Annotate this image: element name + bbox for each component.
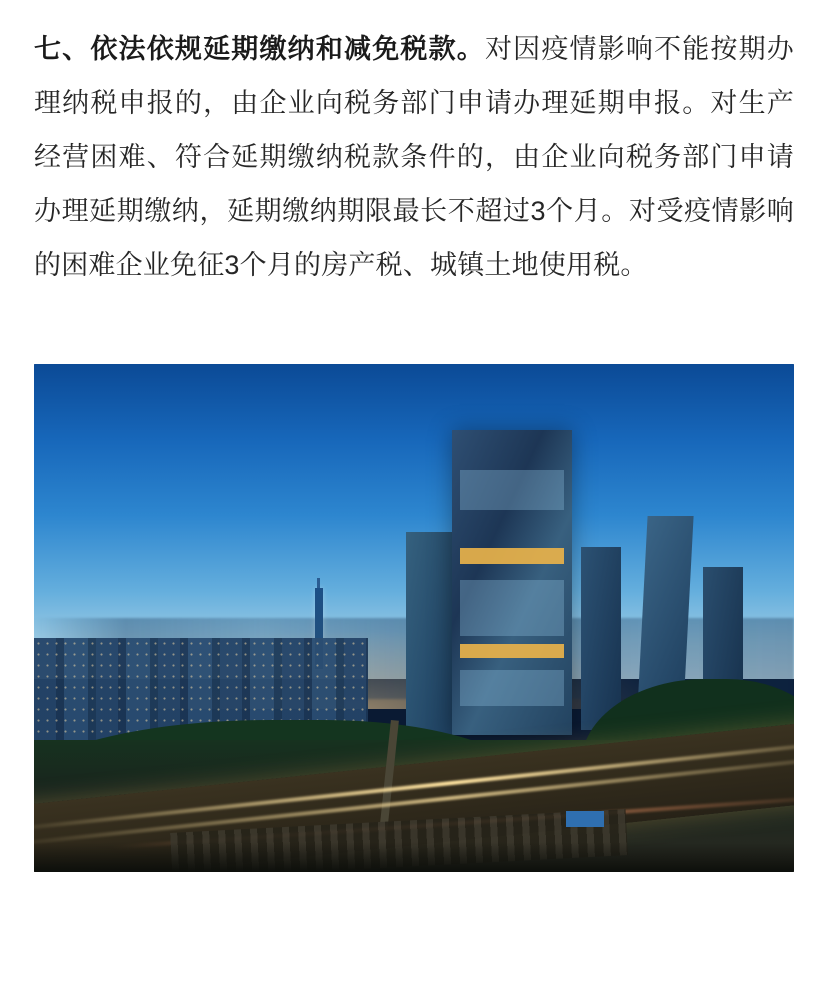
photo-tower-left (406, 532, 458, 735)
paragraph-lead: 七、依法依规延期缴纳和减免税款。 (34, 34, 485, 64)
photo-tower-right-1 (581, 547, 621, 730)
paragraph-text: 对因疫情影响不能按期办理纳税申报的，由企业向税务部门申请办理延期申报。对生产经营困难、符合延期缴纳税款条件的，由企业向税务部门申请办理延期缴纳，延期缴纳期限最长不超过3个月。对受疫情影响的困难企业免征3个月的房产税、城镇土地使用税。 (34, 34, 794, 280)
city-skyline-photo (34, 364, 794, 872)
page-bottom-space (0, 872, 828, 932)
photo-blue-structure (566, 811, 604, 827)
article-body (0, 0, 828, 292)
photo-main-skyscraper (452, 430, 572, 735)
photo-foreground-shadow (34, 842, 794, 872)
policy-paragraph (34, 22, 794, 292)
